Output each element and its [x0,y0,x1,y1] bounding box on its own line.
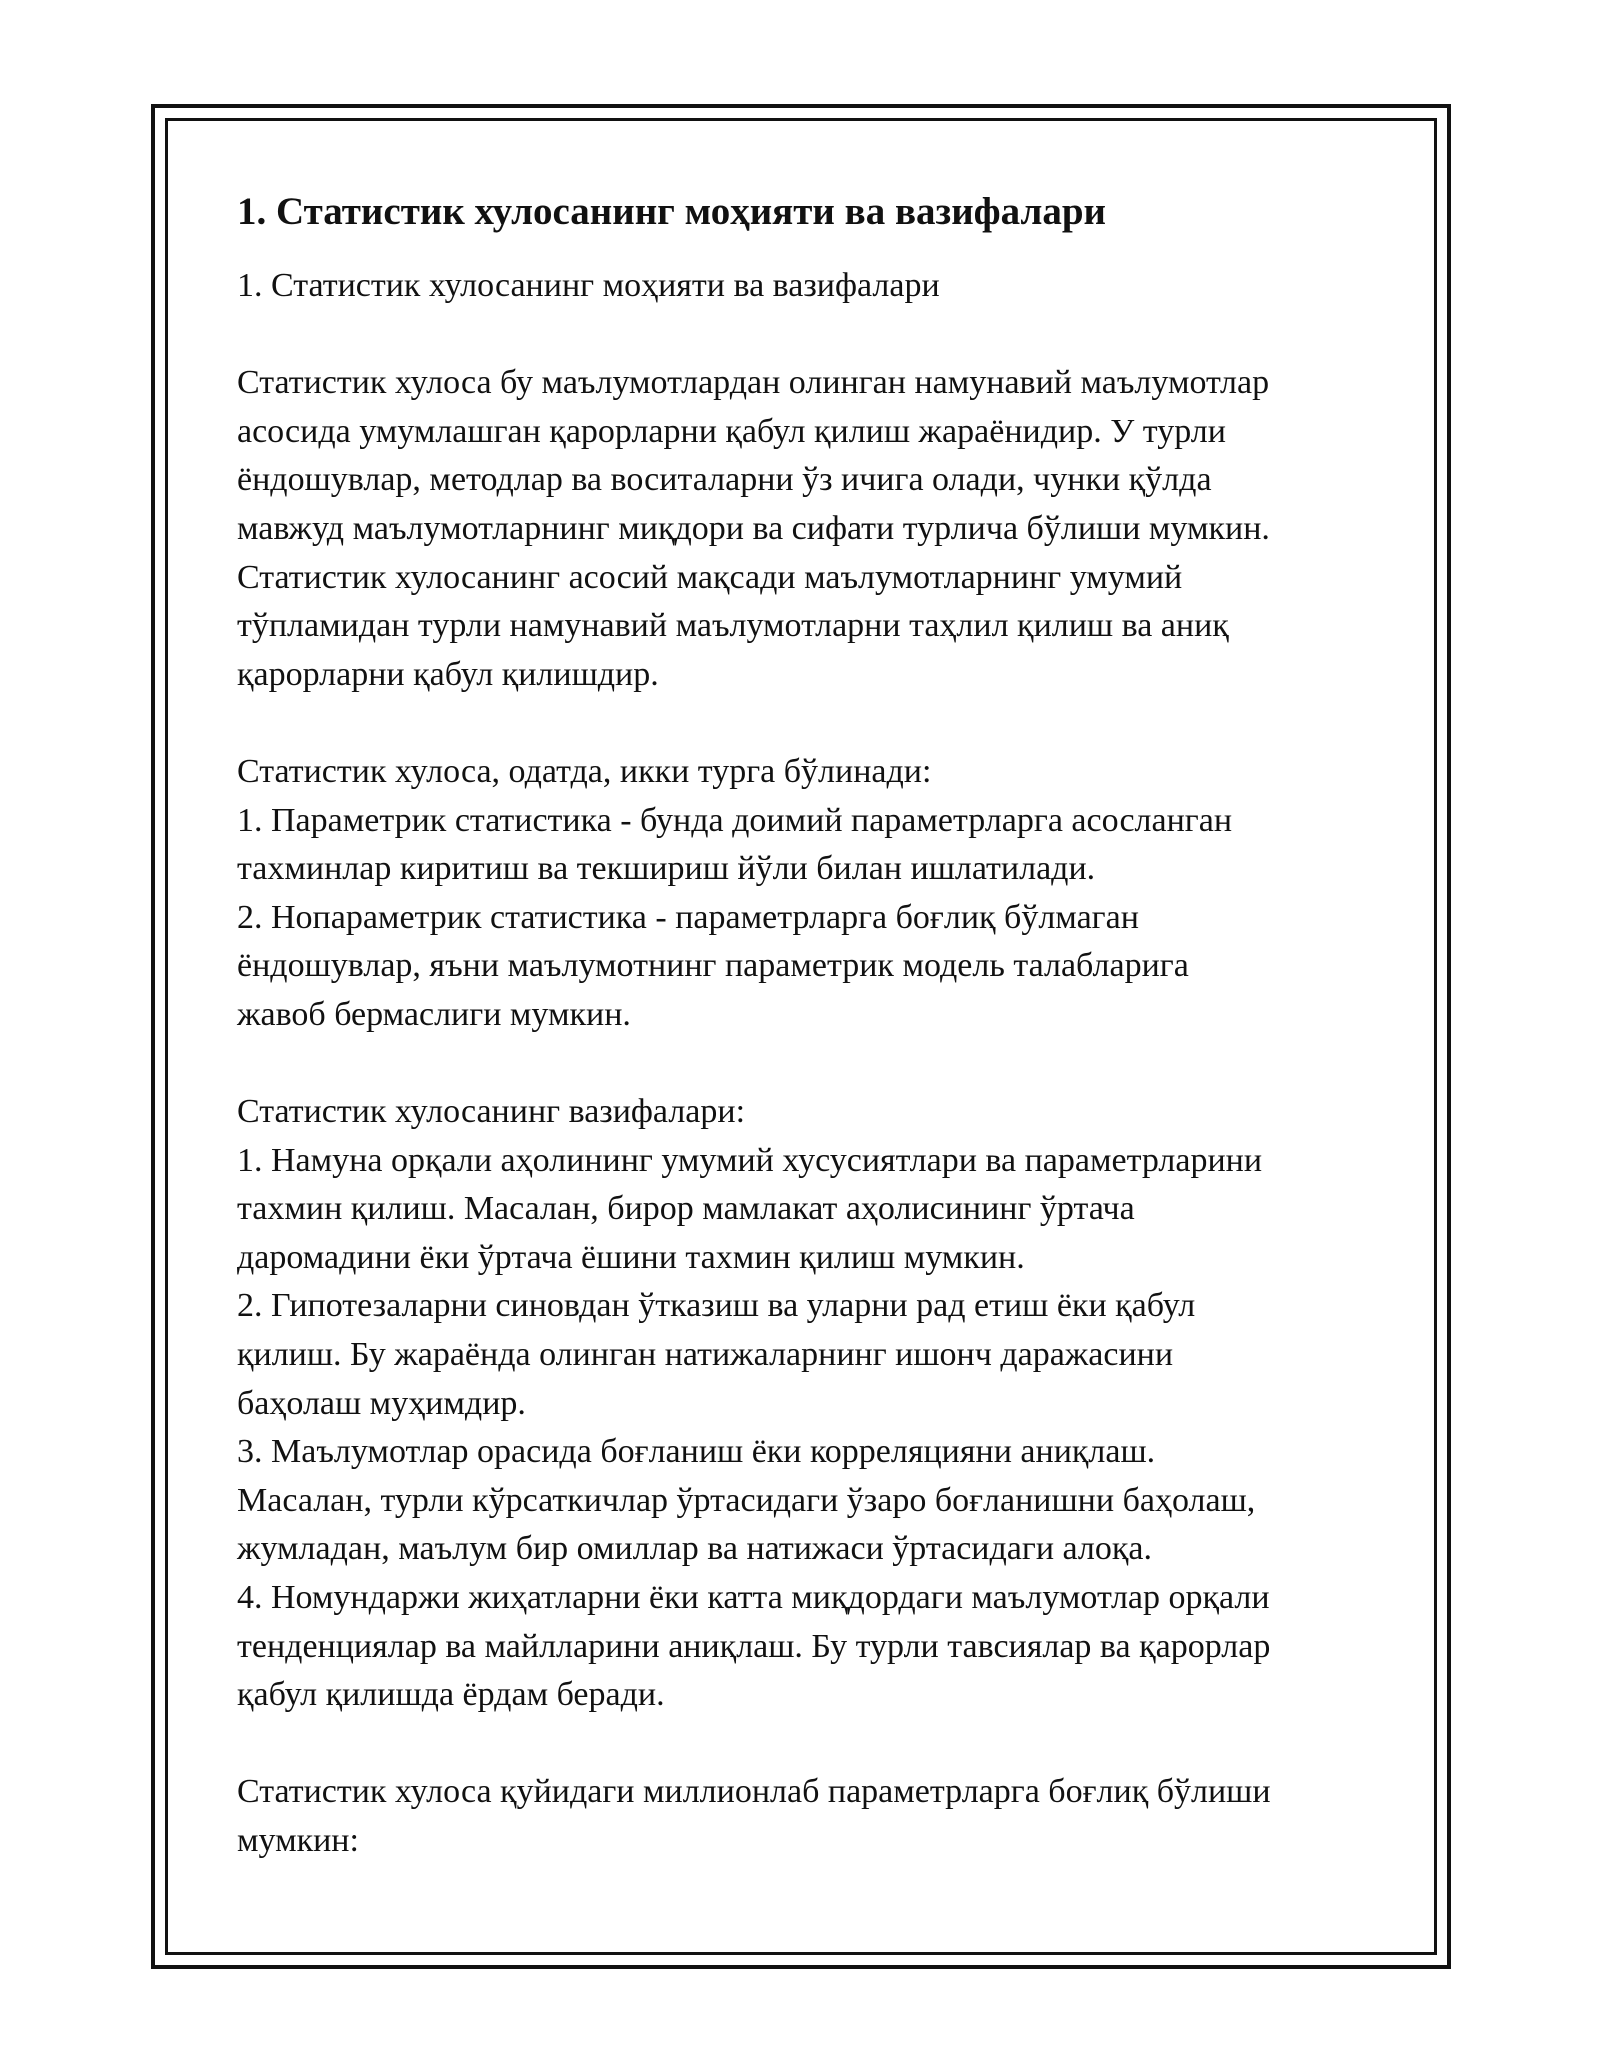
document-body [237,188,1377,1914]
text-line: қабул қилишда ёрдам беради. [237,1676,665,1714]
paragraph-types [237,748,1377,1040]
text-line: жавоб бермаслиги мумкин. [237,995,631,1033]
text-line: даромадини ёки ўртача ёшини тахмин қилиш мумкин. [237,1238,1025,1276]
text-line: ёндошувлар, яъни маълумотнинг параметрик модель талабларига [237,947,1189,985]
paragraph-closing [237,1768,1377,1865]
text-line: қилиш. Бу жараёнда олинган натижаларнинг ишонч даражасини [237,1336,1174,1374]
list-item: 1. Намуна орқали аҳолининг умумий хусусиятлари ва параметрларини [237,1141,1263,1179]
text-line: Статистик хулосанинг вазифалари: [237,1093,746,1131]
text-line: ёндошувлар, методлар ва воситаларни ўз ичига олади, чунки қўлда [237,461,1212,499]
list-item: 2. Гипотезаларни синовдан ўтказиш ва уларни рад етиш ёки қабул [237,1287,1196,1325]
paragraph-tasks [237,1088,1377,1720]
text-line: Статистик хулоса бу маълумотлардан олинган намунавий маълумотлар [237,364,1270,402]
paragraph-definition [237,359,1377,699]
text-line: Статистик хулоса қуйидаги миллионлаб параметрларга боғлиқ бўлиши [237,1773,1271,1811]
text-line: тахмин қилиш. Масалан, бирор мамлакат аҳолисининг ўртача [237,1190,1135,1228]
text-line: баҳолаш муҳимдир. [237,1384,526,1422]
text-line: тенденциялар ва майлларини аниқлаш. Бу турли тавсиялар ва қарорлар [237,1627,1271,1665]
text-line: 1. Статистик хулосанинг моҳияти ва вазифалари [237,267,940,304]
list-item: 2. Нопараметрик статистика - параметрларга боғлиқ бўлмаган [237,898,1139,936]
text-line: мумкин: [237,1822,359,1859]
text-line: Статистик хулоса, одатда, икки турга бўлинади: [237,752,932,790]
text-line: жумладан, маълум бир омиллар ва натижаси ўртасидаги алоқа. [237,1530,1152,1568]
section-heading: 1. Статистик хулосанинг моҳияти ва вазифалари [237,190,1107,233]
text-line: қарорларни қабул қилишдир. [237,655,659,693]
paragraph-subtitle [237,262,1377,311]
list-item: 1. Параметрик статистика - бунда доимий параметрларга асосланган [237,801,1233,839]
text-line: асосида умумлашган қарорларни қабул қилиш жараёнидир. У турли [237,412,1226,450]
text-line: тахминлар киритиш ва текшириш йўли билан ишлатилади. [237,850,1096,888]
list-item: 4. Номундаржи жиҳатларни ёки катта миқдордаги маълумотлар орқали [237,1579,1270,1617]
text-line: мавжуд маълумотларнинг миқдори ва сифати турлича бўлиши мумкин. [237,509,1270,547]
text-line: тўпламидан турли намунавий маълумотларни таҳлил қилиш ва аниқ [237,607,1229,645]
text-line: Масалан, турли кўрсаткичлар ўртасидаги ўзаро боғланишни баҳолаш, [237,1481,1256,1519]
text-line: Статистик хулосанинг асосий мақсади маълумотларнинг умумий [237,558,1183,596]
list-item: 3. Маълумотлар орасида боғланиш ёки корреляцияни аниқлаш. [237,1433,1156,1471]
